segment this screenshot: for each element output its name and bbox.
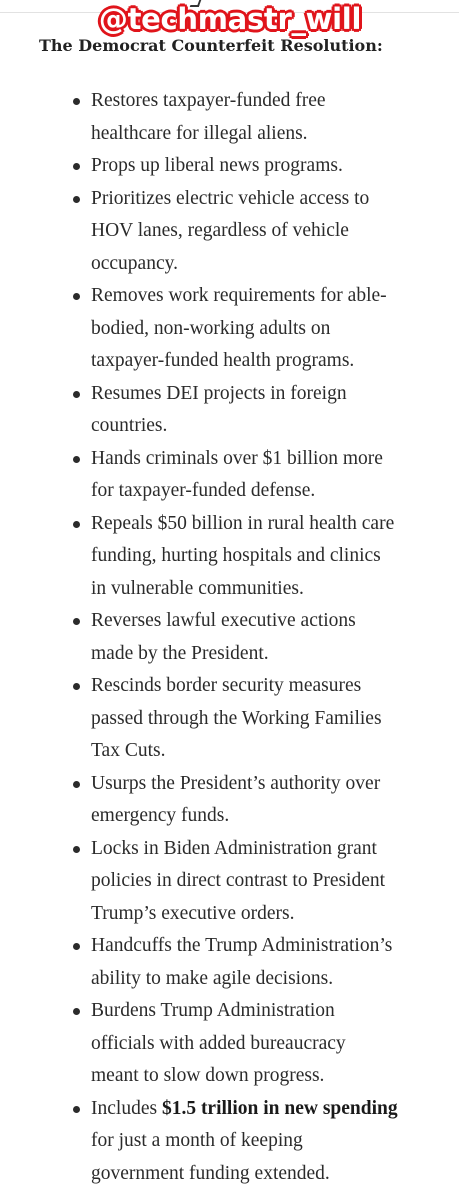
bullet-dot-icon [73, 1008, 80, 1015]
bullet-dot-icon [73, 781, 80, 788]
list-item-line: ability to make agile decisions. [91, 967, 334, 989]
bullet-dot-icon [73, 98, 80, 105]
list-item-line [91, 1093, 429, 1126]
bullet-dot-icon [73, 683, 80, 690]
list-item [0, 183, 459, 281]
list-item [0, 1093, 459, 1191]
bullet-dot-icon [73, 846, 80, 853]
list-item-line: Locks in Biden Administration grant [91, 837, 377, 859]
list-item [0, 280, 459, 378]
list-item-line: for just a month of keeping [91, 1130, 303, 1151]
list-item-line: Props up liberal news programs. [91, 155, 343, 176]
list-item-line: policies in direct contrast to President [91, 870, 386, 891]
list-item [0, 833, 459, 931]
list-item-line: meant to slow down progress. [91, 1065, 325, 1086]
bullet-dot-icon [73, 293, 80, 300]
watermark-handle: @techmastr_will [98, 2, 362, 36]
page-heading: The Democrat Counterfeit Resolution: [39, 36, 383, 55]
list-item-line: Usurps the President’s authority over [91, 772, 381, 794]
list-item-line: Repeals $50 billion in rural health care [91, 512, 395, 534]
list-item-line: made by the President. [91, 642, 269, 664]
list-item [0, 768, 459, 833]
list-item [0, 150, 459, 183]
list-item-line: Trump’s executive orders. [91, 902, 295, 924]
bullet-dot-icon [73, 1106, 80, 1113]
bullet-dot-icon [73, 943, 80, 950]
list-item-line: emergency funds. [91, 805, 230, 826]
list-item [0, 378, 459, 443]
list-item-line: Restores taxpayer-funded free [91, 90, 326, 111]
list-item-line: Resumes DEI projects in foreign [91, 382, 347, 404]
list-item [0, 85, 459, 150]
list-item [0, 670, 459, 768]
list-item [0, 605, 459, 670]
list-item-line: Removes work requirements for able- [91, 285, 387, 306]
list-item-line: in vulnerable communities. [91, 577, 304, 599]
list-item [0, 508, 459, 606]
list-item-line: Handcuffs the Trump Administration’s [91, 935, 393, 956]
list-item-line: funding, hurting hospitals and clinics [91, 545, 381, 566]
bullet-list [0, 85, 459, 1190]
list-item-line: government funding extended. [91, 1162, 330, 1184]
bullet-dot-icon [73, 456, 80, 463]
list-item-text: Includes [91, 1097, 162, 1119]
list-item-line: countries. [91, 415, 168, 436]
list-item-line: passed through the Working Families [91, 707, 382, 729]
list-item-line: Burdens Trump Administration [91, 1000, 335, 1021]
list-item-line: healthcare for illegal aliens. [91, 122, 308, 144]
list-item-line: Tax Cuts. [91, 740, 166, 761]
bold-spending-figure: $1.5 trillion in new spending [161, 1097, 398, 1119]
list-item-line: Reverses lawful executive actions [91, 610, 356, 631]
list-item [0, 443, 459, 508]
bullet-dot-icon [73, 196, 80, 203]
list-item [0, 995, 459, 1093]
bullet-dot-icon [73, 521, 80, 528]
bullet-dot-icon [73, 163, 80, 170]
list-item-line: Rescinds border security measures [91, 675, 362, 696]
list-item-line: officials with added bureaucracy [91, 1032, 346, 1054]
list-item-line: Prioritizes electric vehicle access to [91, 187, 370, 209]
list-item-line: HOV lanes, regardless of vehicle [91, 220, 349, 241]
bullet-dot-icon [73, 391, 80, 398]
list-item-line: for taxpayer-funded defense. [91, 480, 316, 501]
bullet-dot-icon [73, 618, 80, 625]
list-item-line: occupancy. [91, 252, 178, 274]
list-item [0, 930, 459, 995]
list-item-line: Hands criminals over $1 billion more [91, 447, 383, 469]
list-item-line: bodied, non-working adults on [91, 317, 331, 339]
list-item-line: taxpayer-funded health programs. [91, 350, 355, 371]
